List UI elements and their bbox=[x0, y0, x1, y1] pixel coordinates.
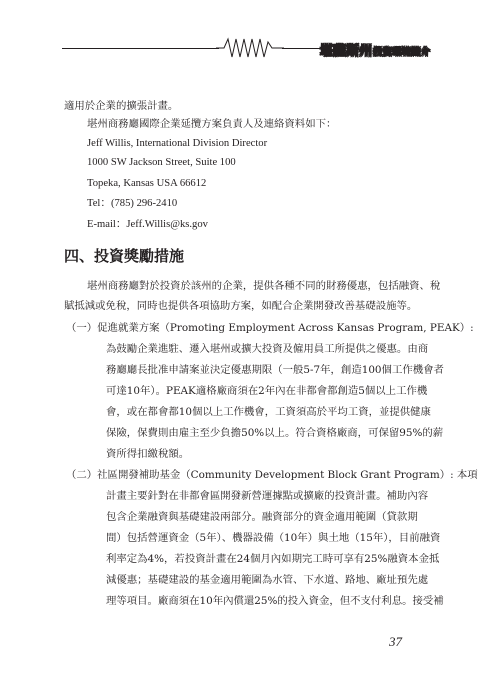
header-rule-left bbox=[62, 48, 219, 49]
heartbeat-icon bbox=[216, 36, 284, 60]
contact-street: 1000 SW Jackson Street, Suite 100 bbox=[87, 157, 236, 168]
section-para-line-1: 堪州商務廳對於投資於該州的企業，提供各種不同的財務優惠，包括融資、稅 bbox=[87, 280, 441, 292]
item1-line-2: 為鼓勵企業進駐、遷入堪州或擴大投資及僱用員工所提供之優惠。由商 bbox=[106, 343, 429, 355]
item2-line-2: 計畫主要針對在非都會區開發新營運據點或擴廠的投資計畫。補助內容 bbox=[106, 490, 429, 502]
intro-line-1: 適用於企業的擴張計畫。 bbox=[64, 100, 179, 112]
item2-line-1: （二）社區開發補助基金（Community Development Block Grant Program）: 本項 bbox=[66, 469, 478, 481]
contact-city: Topeka, Kansas USA 66612 bbox=[87, 178, 207, 189]
header-rule-right bbox=[282, 48, 320, 49]
intro-line-2: 堪州商務廳國際企業延攬方案負責人及連絡資料如下： bbox=[87, 118, 337, 130]
section-heading: 四、投資獎勵措施 bbox=[64, 247, 185, 265]
item1-line-3: 務廳廳長批准申請案並決定優惠期限（一般5-7年，創造100個工作機會者 bbox=[106, 364, 444, 376]
page-header bbox=[0, 0, 480, 70]
item2-line-7: 理等項目。廠商須在10年內償還25%的投入資金，但不支付利息。接受補 bbox=[106, 595, 444, 607]
item2-line-3: 包含企業融資與基礎建設兩部分。融資部分的資金適用範圍（貸款期 bbox=[106, 511, 418, 523]
header-title-main: 堪薩斯州 bbox=[320, 44, 373, 59]
item1-line-6: 保險，保費則由雇主至少負擔50%以上。符合資格廠商，可保留95%的薪 bbox=[106, 427, 444, 439]
page-number: 37 bbox=[389, 634, 402, 649]
item2-line-4: 間）包括營運資金（5年）、機器設備（10年）與土地（15年），目前融資 bbox=[106, 532, 441, 544]
item1-line-7: 資所得扣繳稅額。 bbox=[106, 448, 190, 460]
contact-tel: Tel：(785) 296-2410 bbox=[87, 198, 178, 209]
header-title-sub: 投資環境簡介 bbox=[373, 47, 431, 58]
item1-line-1: （一）促進就業方案（Promoting Employment Across Kansas Program, PEAK）: bbox=[66, 322, 474, 334]
item1-line-5: 會，或在都會都10個以上工作機會，工資須高於平均工資，並提供健康 bbox=[106, 406, 431, 418]
section-para-line-2: 賦抵減或免稅，同時也提供各項協助方案，如配合企業開發改善基礎設施等。 bbox=[64, 300, 418, 312]
item2-line-6: 減優惠；基礎建設的基金適用範圍為水管、下水道、路地、廠址預先處 bbox=[106, 574, 429, 586]
contact-email: E-mail：Jeff.Willis@ks.gov bbox=[87, 219, 208, 230]
contact-name: Jeff Willis, International Division Director bbox=[87, 138, 268, 149]
item2-line-5: 利率定為4%，若投資計畫在24個月內如期完工時可享有25%融資本金抵 bbox=[106, 553, 440, 565]
item1-line-4: 可達10年）。PEAK適格廠商須在2年內在非都會都創造5個以上工作機 bbox=[106, 385, 428, 397]
header-title bbox=[320, 40, 430, 59]
